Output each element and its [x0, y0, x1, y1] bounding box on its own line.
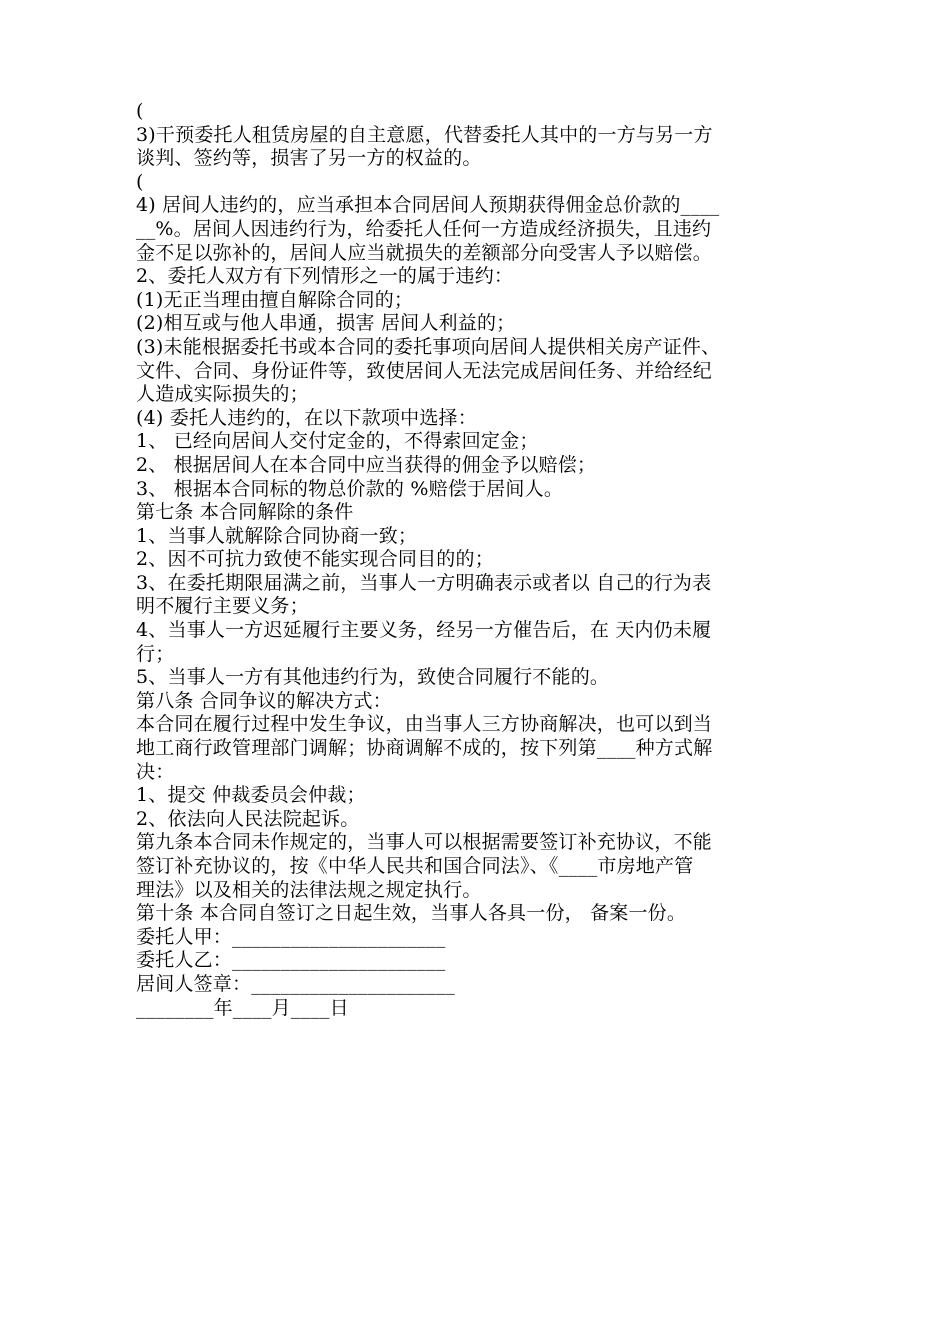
text-line: 3)干预委托人租赁房屋的自主意愿，代替委托人其中的一方与另一方 [136, 123, 713, 146]
text-line: __%。居间人因违约行为，给委托人任何一方造成经济损失，且违约 [136, 217, 712, 240]
text-line: 明不履行主要义务； [136, 595, 309, 618]
text-line: 3、在委托期限届满之前，当事人一方明确表示或者以 自己的行为表 [136, 571, 712, 594]
text-line: (2)相互或与他人串通，损害 居间人利益的； [136, 312, 516, 335]
text-line: 5、当事人一方有其他违约行为，致使合同履行不能的。 [136, 666, 610, 689]
text-line: 2、委托人双方有下列情形之一的属于违约： [136, 265, 514, 288]
signature-line-party-a: 委托人甲：______________________ [136, 925, 446, 948]
section-heading: 第十条 本合同自签订之日起生效，当事人各具一份， 备案一份。 [136, 902, 687, 925]
text-line: (1)无正当理由擅自解除合同的； [136, 288, 414, 311]
text-line: 1、当事人就解除合同协商一致； [136, 524, 418, 547]
date-line: ________年____月____日 [136, 996, 349, 1019]
text-line: 4) 居间人违约的，应当承担本合同居间人预期获得佣金总价款的____ [136, 194, 720, 217]
text-line: 决： [136, 760, 175, 783]
section-heading: 第七条 本合同解除的条件 [136, 501, 354, 524]
section-heading: 第八条 合同争议的解决方式： [136, 689, 392, 712]
text-line: 人造成实际损失的； [136, 383, 309, 406]
text-line: 文件、合同、身份证件等，致使居间人无法完成居间任务、并给经纪 [136, 359, 713, 382]
text-line: 理法》以及相关的法律法规之规定执行。 [136, 878, 482, 901]
text-line: ( [136, 170, 144, 193]
text-line: 2、依法向人民法院起诉。 [136, 807, 360, 830]
text-line: 2、 根据居间人在本合同中应当获得的佣金予以赔偿； [136, 453, 597, 476]
signature-line-intermediary: 居间人签章：_____________________ [136, 972, 455, 995]
text-line: (4) 委托人违约的，在以下款项中选择： [136, 406, 477, 429]
text-line: (3)未能根据委托书或本合同的委托事项向居间人提供相关房产证件、 [136, 335, 721, 358]
text-line: 1、提交 仲裁委员会仲裁； [136, 784, 366, 807]
text-line: ( [136, 100, 144, 122]
text-line: 3、 根据本合同标的物总价款的 %赔偿于居间人。 [136, 477, 564, 500]
signature-line-party-b: 委托人乙：______________________ [136, 949, 446, 972]
text-line: 签订补充协议的，按《中华人民共和国合同法》、《____市房地产管 [136, 855, 694, 877]
contract-text [136, 100, 826, 1020]
text-line: 1、 已经向居间人交付定金的，不得索回定金； [136, 430, 539, 453]
text-line: 2、因不可抗力致使不能实现合同目的的； [136, 548, 494, 571]
text-line: 行； [136, 642, 175, 665]
text-line: 金不足以弥补的，居间人应当就损失的差额部分向受害人予以赔偿。 [136, 241, 713, 264]
section-heading: 第九条本合同未作规定的，当事人可以根据需要签订补充协议，不能 [136, 831, 713, 854]
text-line: 谈判、签约等，损害了另一方的权益的。 [136, 147, 482, 170]
text-line: 地工商行政管理部门调解；协商调解不成的，按下列第____种方式解 [136, 737, 713, 760]
text-line: 4、当事人一方迟延履行主要义务，经另一方催告后，在 天内仍未履 [136, 619, 712, 642]
text-line: 本合同在履行过程中发生争议，由当事人三方协商解决，也可以到当 [136, 713, 713, 736]
